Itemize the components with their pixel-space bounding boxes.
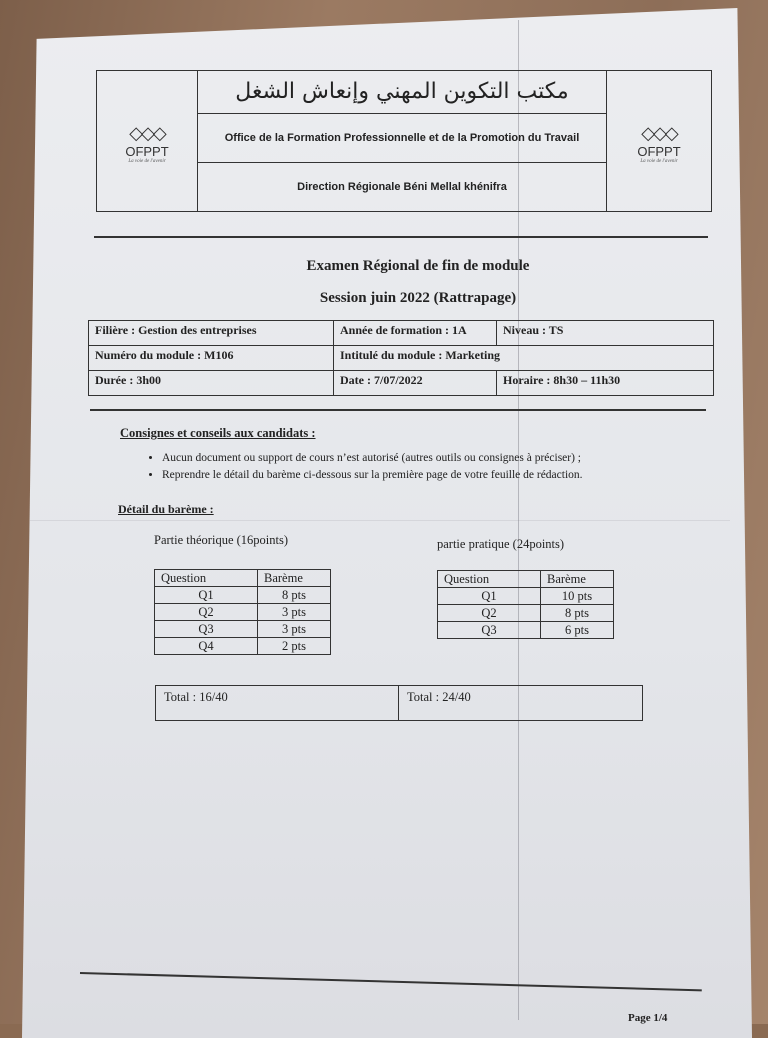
logo-cell-left [97, 71, 198, 211]
pratique-grade-table [437, 570, 614, 639]
logo-cell-right [606, 71, 711, 211]
table-row: Q4 2 pts [155, 638, 331, 655]
divider [94, 236, 708, 238]
table-row: Q1 10 pts [438, 588, 614, 605]
intitule-module: Intitulé du module : Marketing [334, 346, 714, 371]
column-header: Question [155, 570, 258, 587]
horaire: Horaire : 8h30 – 11h30 [497, 371, 714, 396]
ofppt-logo-right: ◇◇◇ OFPPT La voie de l'avenir [619, 123, 699, 164]
table-row: Q1 8 pts [155, 587, 331, 604]
column-header: Barème [541, 571, 614, 588]
ofppt-emblem-icon: ◇◇◇ [641, 123, 677, 144]
table-row: Q2 8 pts [438, 605, 614, 622]
consignes-list [142, 452, 682, 486]
theorique-label: Partie théorique (16points) [154, 533, 288, 547]
office-name: Office de la Formation Professionnelle et de la Promotion du Travail [198, 114, 606, 163]
exam-info-table [88, 320, 714, 396]
theorique-grade-table [154, 569, 331, 655]
duree: Durée : 3h00 [89, 371, 334, 396]
list-item: • Reprendre le détail du barème ci-dessous sur la première page de votre feuille de rédaction. [162, 469, 682, 481]
column-header: Barème [258, 570, 331, 587]
consignes-heading: Consignes et conseils aux candidats : [120, 426, 316, 440]
bareme-heading: Détail du barème : [118, 502, 214, 516]
exam-session: Session juin 2022 (Rattrapage) [319, 290, 517, 306]
date: Date : 7/07/2022 [334, 371, 497, 396]
divider [90, 409, 706, 411]
ofppt-logo-left: ◇◇◇ OFPPT La voie de l'avenir [107, 123, 187, 164]
filiere: Filière : Gestion des entreprises [89, 321, 334, 346]
totals-box [155, 685, 643, 721]
ofppt-emblem-icon: ◇◇◇ [129, 123, 165, 144]
table-row: Q3 6 pts [438, 622, 614, 639]
column-header: Question [438, 571, 541, 588]
pratique-label: partie pratique (24points) [437, 537, 565, 551]
exam-title: Examen Régional de fin de module [306, 258, 530, 274]
direction-name: Direction Régionale Béni Mellal khénifra [297, 181, 507, 193]
paper-fold-horizontal [30, 520, 730, 521]
list-item: • Aucun document ou support de cours n’est autorisé (autres outils ou consignes à préciser) ; [162, 452, 682, 464]
niveau: Niveau : TS [497, 321, 714, 346]
institution-header [96, 70, 712, 212]
numero-module: Numéro du module : M106 [89, 346, 334, 371]
page-number: Page 1/4 [628, 1012, 668, 1024]
arabic-title: مكتب التكوين المهني وإنعاش الشغل [198, 71, 606, 114]
total-pratique: Total : 24/40 [407, 690, 471, 704]
table-row: Q2 3 pts [155, 604, 331, 621]
annee-formation: Année de formation : 1A [334, 321, 497, 346]
table-row: Q3 3 pts [155, 621, 331, 638]
total-theorique: Total : 16/40 [156, 686, 399, 720]
